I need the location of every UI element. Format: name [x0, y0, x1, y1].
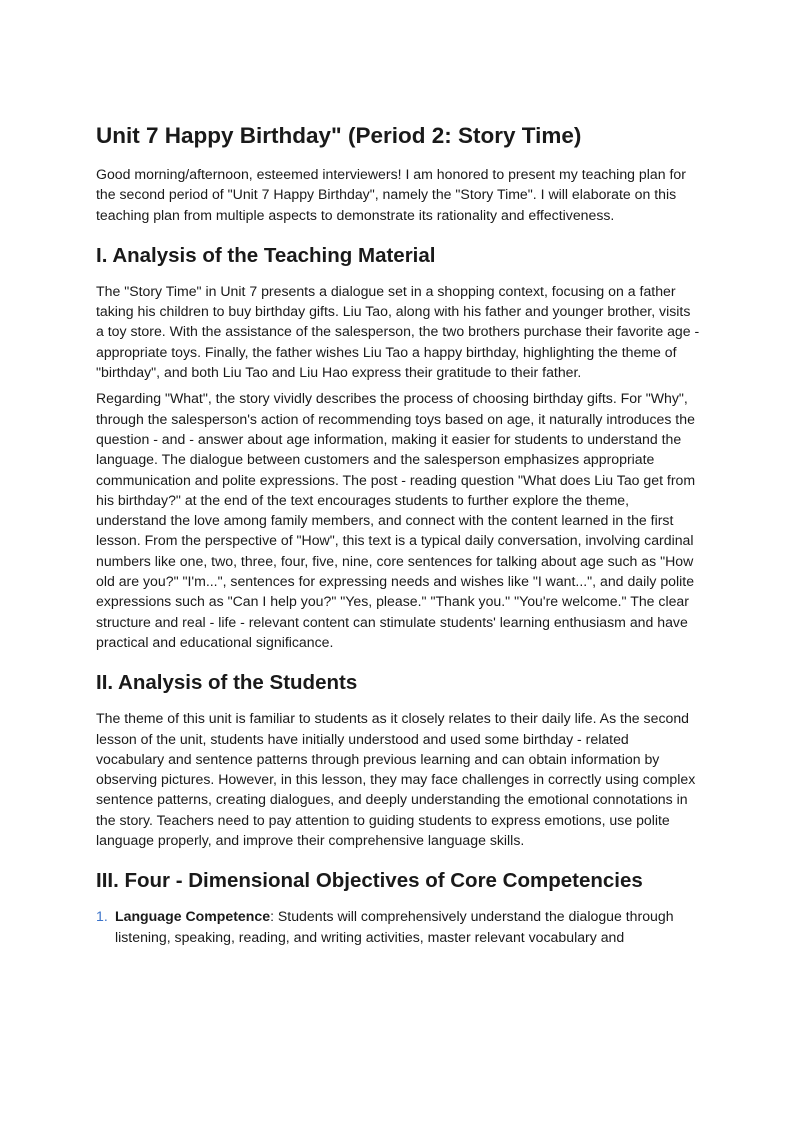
section-objectives [96, 868, 700, 947]
objectives-list [96, 906, 700, 947]
section-heading: II. Analysis of the Students [96, 671, 358, 695]
list-item-text: : Students will comprehensively understand the dialogue through listening, speaking, reading, and writing activities, master relevant vocabulary and [115, 908, 674, 945]
intro-paragraph: Good morning/afternoon, esteemed interviewers! I am honored to present my teaching plan for the second period of "Unit 7 Happy Birthday", namely the "Story Time". I will elaborate on this teaching plan from multiple aspects to demonstrate its rationality and effectiveness. [96, 166, 686, 223]
section-heading: III. Four - Dimensional Objectives of Core Competencies [96, 869, 643, 893]
paragraph: Regarding "What", the story vividly describes the process of choosing birthday gifts. For "Why", through the salesperson's action of recommending toys based on age, it naturally introduces the question - and - answer about age information, making it easier for students to understand the language. The dialogue between customers and the salesperson emphasizes appropriate communication and polite expressions. The post - reading question "What does Liu Tao get from his birthday?" at the end of the text encourages students to further explore the theme, understand the love among family members, and connect with the content learned in the first lesson. From the perspective of "How", this text is a typical daily conversation, involving cardinal numbers like one, two, three, four, five, nine, core sentences for talking about age such as "How old are you?" "I'm...", sentences for expressing needs and wishes like "I want...", and daily polite expressions such as "Can I help you?" "Yes, please." "Thank you." "You're welcome." The clear structure and real - life - relevant content can stimulate students' learning enthusiasm and have practical and educational significance. [96, 390, 696, 650]
list-number: 1. [96, 908, 108, 925]
document-title: Unit 7 Happy Birthday" (Period 2: Story Time) [96, 123, 582, 148]
document-body [96, 122, 700, 947]
paragraph: The theme of this unit is familiar to students as it closely relates to their daily life. As the second lesson of the unit, students have initially understood and used some birthday - related vocabulary and sentence patterns through previous learning and can obtain information by observing pictures. However, in this lesson, they may face challenges in correctly using complex sentence patterns, creating dialogues, and deeply understanding the emotional connotations in the story. Teachers need to pay attention to guiding students to express emotions, use polite language properly, and improve their comprehensive language skills. [96, 710, 696, 849]
paragraph: The "Story Time" in Unit 7 presents a dialogue set in a shopping context, focusing on a father taking his children to buy birthday gifts. Liu Tao, along with his father and younger brother, visits a toy store. With the assistance of the salesperson, the two brothers purchase their favorite age - appropriate toys. Finally, the father wishes Liu Tao a happy birthday, highlighting the theme of "birthday", and both Liu Tao and Liu Hao express their gratitude to their father. [96, 282, 700, 381]
section-teaching-material [96, 243, 700, 652]
section-students [96, 670, 700, 850]
list-item [96, 906, 700, 947]
list-item-term: Language Competence [115, 908, 271, 925]
section-heading: I. Analysis of the Teaching Material [96, 243, 436, 267]
